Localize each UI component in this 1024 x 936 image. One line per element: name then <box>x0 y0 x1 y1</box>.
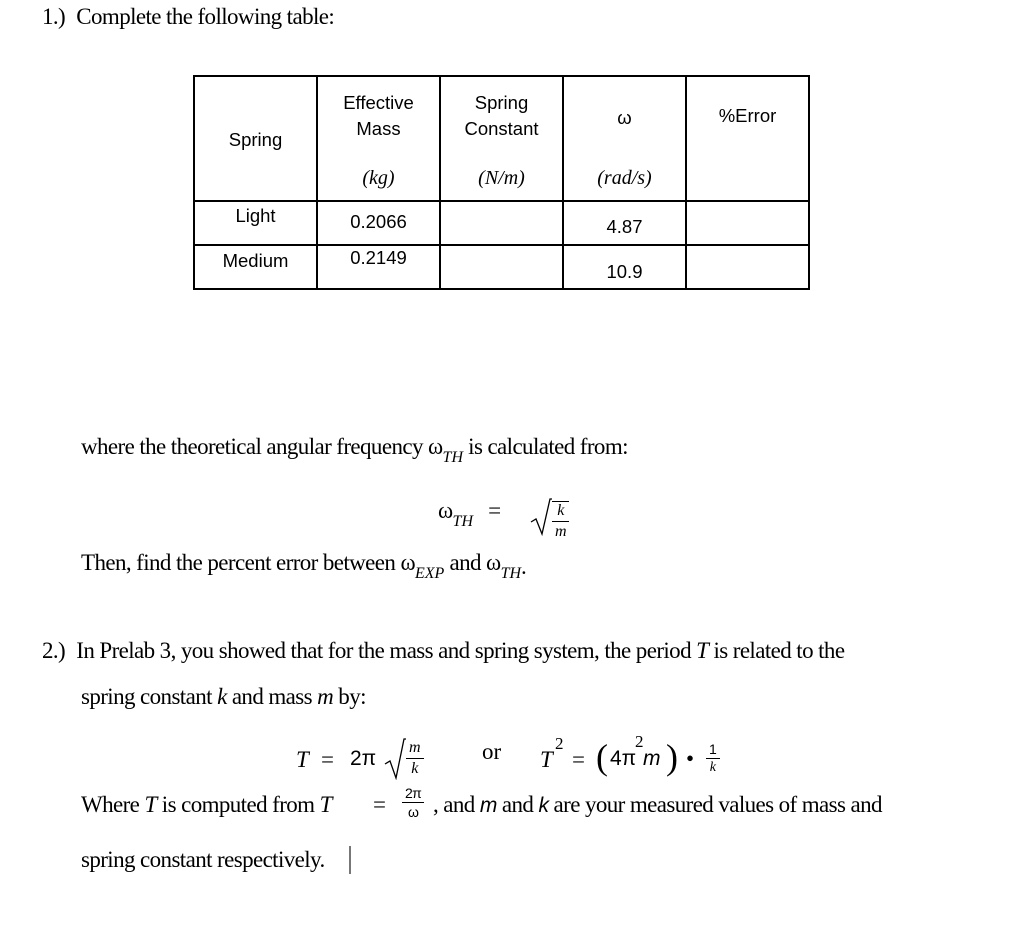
eq2-m: m <box>643 747 661 770</box>
q2-k: k <box>217 684 227 709</box>
header-omega <box>563 76 686 201</box>
question-2-line1 <box>42 638 844 664</box>
question-2-line2 <box>81 684 366 710</box>
spring-constant-respectively-text <box>81 847 325 873</box>
spring-table <box>193 75 810 290</box>
eq2-denominator: k <box>411 760 419 777</box>
text3-line2: spring constant respectively. <box>81 847 325 872</box>
text3-tail <box>433 792 882 818</box>
eq2-square: 2 <box>555 734 564 753</box>
text2-before: Then, find the percent error between ω <box>81 550 415 575</box>
q2-line1-end: is related to the <box>708 638 845 663</box>
table-row <box>194 245 809 289</box>
cell-spring <box>194 201 317 245</box>
text2-end: . <box>521 554 527 579</box>
q2-period-T: T <box>696 638 709 663</box>
text3-b: is computed from <box>156 792 320 817</box>
q2-line2-c: by: <box>333 684 366 709</box>
table-header-row <box>194 76 809 201</box>
text3-e: are your measured values of mass and <box>548 792 882 817</box>
header-effective-mass <box>317 76 440 201</box>
cell-spring <box>194 245 317 289</box>
where-T-computed-text <box>81 785 961 832</box>
eq1-equals: = <box>488 498 501 523</box>
cell-error[interactable] <box>686 245 809 289</box>
cell-omega <box>563 201 686 245</box>
text3-d: and <box>496 792 539 817</box>
text2-mid: and ω <box>444 550 501 575</box>
text2-sub-exp: EXP <box>414 565 445 582</box>
eq2-coef: 2π <box>350 747 377 770</box>
eq1-lhs: ω <box>438 498 453 523</box>
cell-effective-mass <box>317 201 440 245</box>
eq1-fraction <box>552 501 569 540</box>
equation-period <box>296 734 756 784</box>
eq2-equals-2: = <box>572 747 585 772</box>
header-effective-mass-line1: Effective <box>343 92 414 113</box>
text1-before: where the theoretical angular frequency ω <box>81 434 443 459</box>
row-medium-omega: 10.9 <box>606 261 643 282</box>
eq1-lhs-subscript: TH <box>452 513 473 530</box>
question-2-number: 2.) <box>42 638 66 663</box>
cell-omega <box>563 245 686 289</box>
eq2-one: 1 <box>706 742 720 759</box>
eq2-k: k <box>709 760 716 775</box>
text3-c: , and <box>433 792 480 817</box>
text3-equals: = <box>373 792 386 817</box>
table-row <box>194 201 809 245</box>
header-spring-constant-line1: Spring <box>474 92 529 113</box>
q2-m: m <box>317 684 334 709</box>
cell-spring-constant[interactable] <box>440 201 563 245</box>
row-light-spring: Light <box>235 205 276 226</box>
eq2-pi-square: 2 <box>635 732 644 751</box>
eq2-close-paren: ) <box>666 737 678 777</box>
eq1-numerator: k <box>552 503 569 522</box>
equation-omega-th <box>438 498 566 540</box>
text3-T2: T <box>319 792 332 817</box>
eq2-T2: T <box>540 747 553 772</box>
header-omega-symbol: ω <box>617 107 632 128</box>
text3-lead <box>81 792 332 818</box>
q2-line1-text: In Prelab 3, you showed that for the mass and spring system, the period <box>76 638 697 663</box>
header-spring-constant-unit: (N/m) <box>478 167 525 189</box>
header-spring <box>194 76 317 201</box>
question-1-number: 1.) <box>42 4 66 29</box>
theoretical-frequency-text <box>81 434 628 466</box>
row-medium-effective-mass: 0.2149 <box>350 247 407 268</box>
text-cursor[interactable] <box>349 846 351 874</box>
row-light-omega: 4.87 <box>606 216 643 237</box>
text1-after: is calculated from: <box>463 434 628 459</box>
sqrt-radical-icon <box>530 496 552 536</box>
eq2-or: or <box>482 739 502 764</box>
header-effective-mass-line2: Mass <box>356 118 401 139</box>
cell-spring-constant[interactable] <box>440 245 563 289</box>
text1-subscript: TH <box>442 449 463 466</box>
eq2-four-pi: 4π <box>610 747 637 770</box>
question-1-prompt: Complete the following table: <box>76 4 335 29</box>
q2-line2-b: and mass <box>226 684 318 709</box>
eq2-numerator: m <box>406 740 424 759</box>
eq2-open-paren: ( <box>596 737 608 777</box>
header-omega-unit: (rad/s) <box>597 167 652 189</box>
text3-k: k <box>538 794 549 817</box>
sqrt-radical-icon <box>384 736 406 780</box>
q2-line2-a: spring constant <box>81 684 218 709</box>
header-spring-constant-line2: Constant <box>464 118 539 139</box>
row-medium-spring: Medium <box>222 250 289 271</box>
cell-effective-mass <box>317 245 440 289</box>
row-light-effective-mass: 0.2066 <box>350 211 407 232</box>
eq2-one-over-k <box>706 742 720 775</box>
eq2-T: T <box>296 747 309 772</box>
text3-fraction <box>402 786 424 819</box>
text3-T: T <box>144 792 157 817</box>
eq2-dot: • <box>686 746 695 771</box>
eq2-fraction <box>406 740 424 777</box>
header-error-label: %Error <box>718 105 777 126</box>
eq2-equals: = <box>321 747 334 772</box>
cell-error[interactable] <box>686 201 809 245</box>
text3-numerator: 2π <box>402 786 424 803</box>
text2-sub-th: TH <box>500 565 522 582</box>
percent-error-text <box>81 550 527 582</box>
header-spring-label: Spring <box>228 129 283 150</box>
header-error <box>686 76 809 201</box>
text3-a: Where <box>81 792 145 817</box>
eq1-denominator: m <box>555 523 566 540</box>
question-1-heading <box>42 4 334 30</box>
text3-m: m <box>479 794 497 817</box>
header-effective-mass-unit: (kg) <box>362 167 395 189</box>
text3-denominator: ω <box>407 804 419 820</box>
header-spring-constant <box>440 76 563 201</box>
